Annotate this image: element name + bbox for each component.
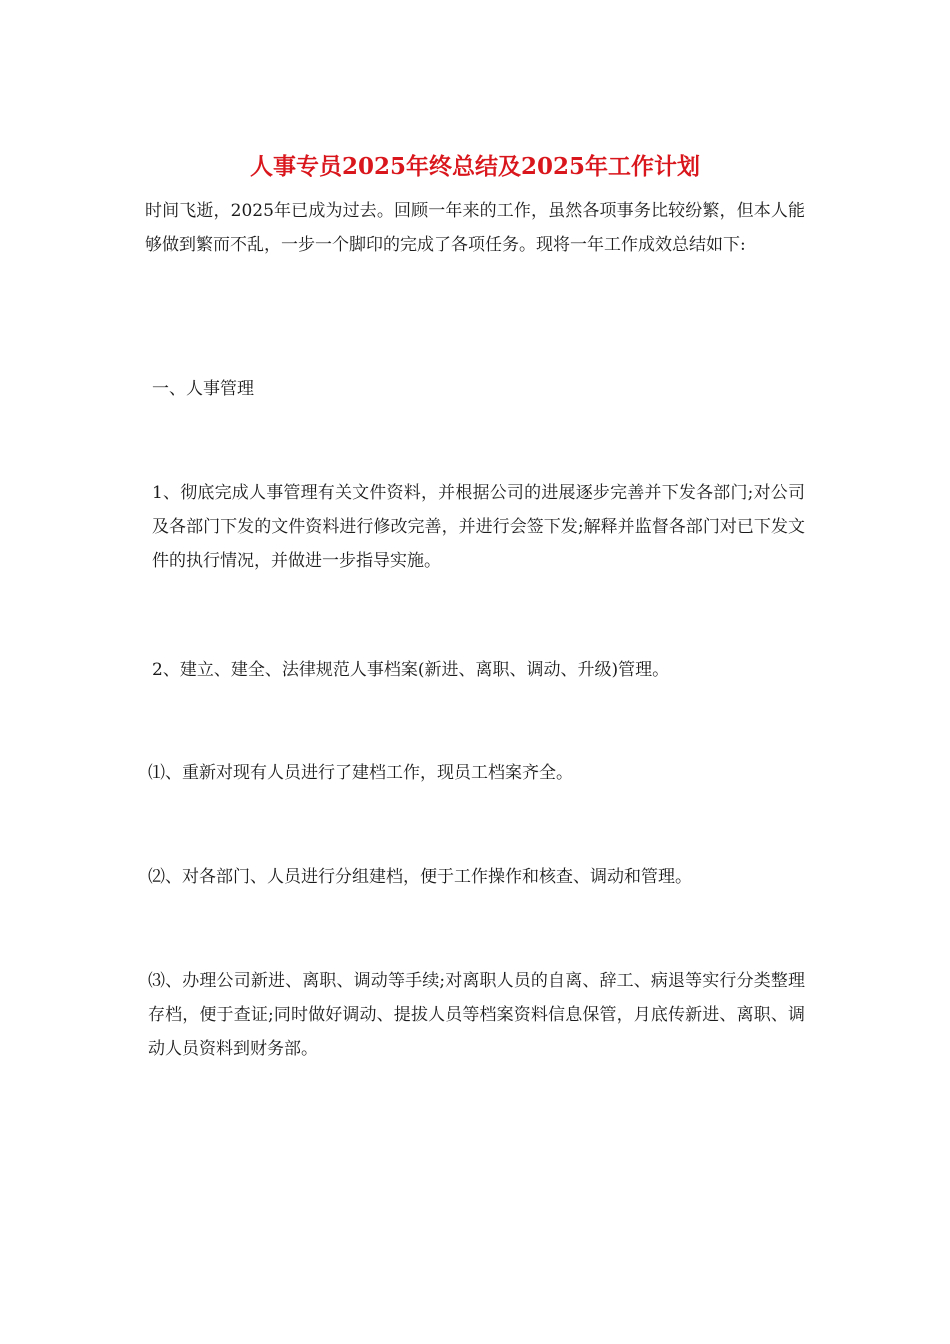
sub-item-paragraph-3: ⑶、办理公司新进、离职、调动等手续;对离职人员的自离、辞工、病退等实行分类整理存档，便于查证;同时做好调动、提拔人员等档案资料信息保管，月底传新进、离职、调动人员资料到财务部。 xyxy=(148,971,805,1059)
section-heading: 一、人事管理 xyxy=(152,379,254,399)
item-paragraph-1: 1、彻底完成人事管理有关文件资料，并根据公司的进展逐步完善并下发各部门;对公司及各部门下发的文件资料进行修改完善，并进行会签下发;解释并监督各部门对已下发文件的执行情况，并做进一步指导实施。 xyxy=(152,483,805,571)
document-title: 人事专员2025年终总结及2025年工作计划 xyxy=(249,153,701,180)
item-paragraph-2: 2、建立、建全、法律规范人事档案(新进、离职、调动、升级)管理。 xyxy=(152,660,670,680)
intro-paragraph: 时间飞逝，2025年已成为过去。回顾一年来的工作，虽然各项事务比较纷繁，但本人能够做到繁而不乱，一步一个脚印的完成了各项任务。现将一年工作成效总结如下: xyxy=(145,201,805,255)
sub-item-paragraph-2: ⑵、对各部门、人员进行分组建档，便于工作操作和核查、调动和管理。 xyxy=(148,867,692,887)
sub-item-paragraph-1: ⑴、重新对现有人员进行了建档工作，现员工档案齐全。 xyxy=(148,763,573,783)
